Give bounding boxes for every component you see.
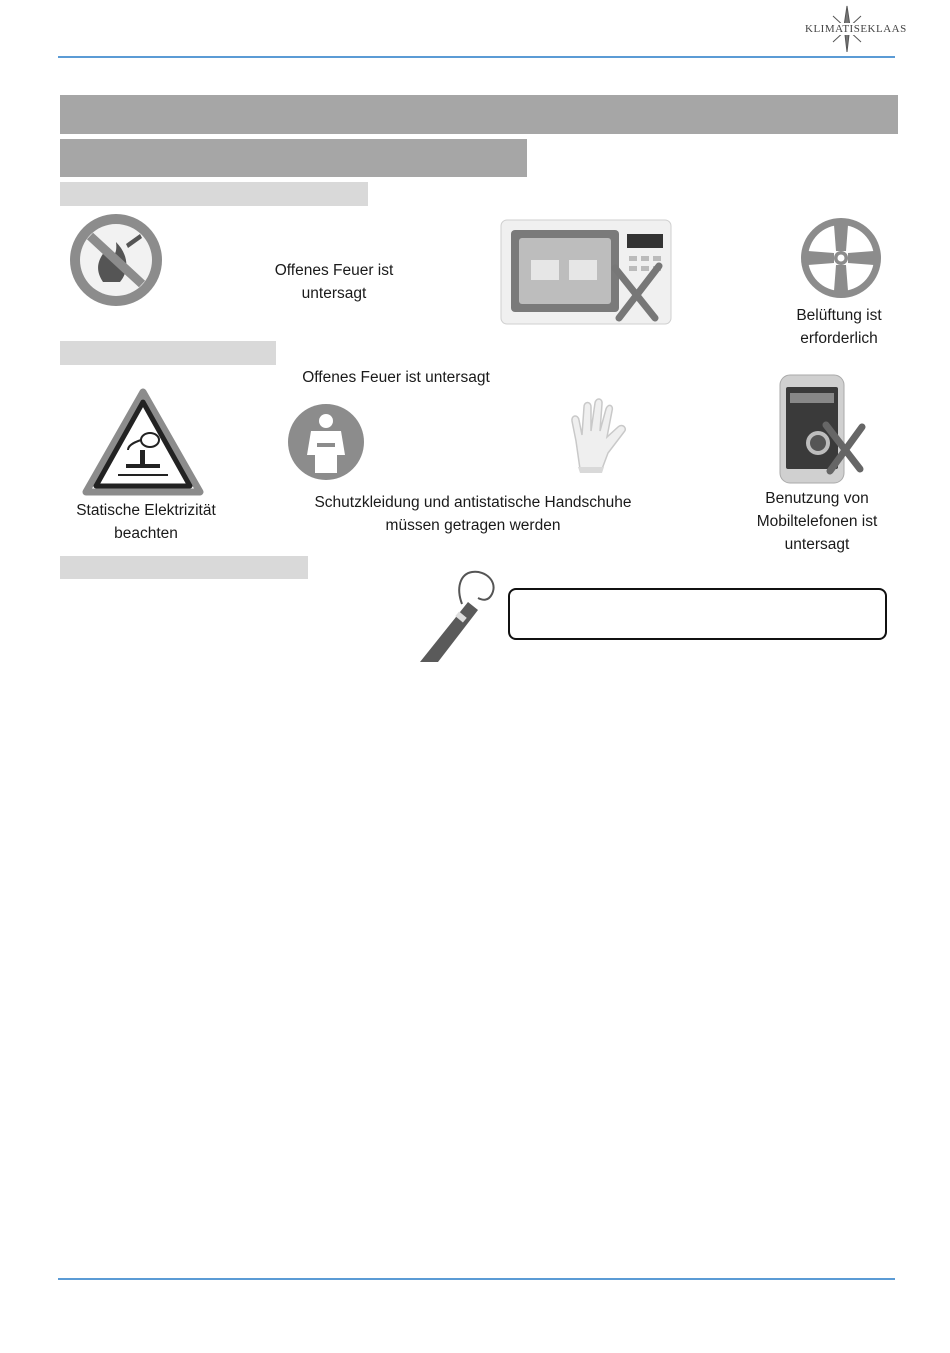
header-logo [800, 4, 907, 54]
caption-line: Benutzung von [765, 490, 869, 507]
caption-line: Statische Elektrizität [76, 502, 216, 519]
gloves-icon [566, 395, 638, 475]
caption-line: untersagt [301, 285, 367, 302]
header-rule [58, 56, 895, 58]
section-heading-bar [60, 95, 898, 134]
protective-clothing-icon [287, 403, 365, 481]
footer-rule [58, 1278, 895, 1280]
caption-line: Schutzkleidung und antistatische Handschuhe [314, 494, 632, 511]
callout-box [508, 588, 887, 640]
no-microwave-icon [499, 218, 673, 328]
logo-text: KLIMATISEKLAAS [805, 23, 907, 35]
static-electricity-warning-icon [82, 388, 204, 498]
caption-line: Belüftung ist [796, 307, 882, 324]
phone-caption [736, 487, 898, 556]
caption-line: untersagt [784, 536, 850, 553]
caption-line: erforderlich [800, 330, 878, 347]
static-caption [56, 499, 236, 545]
caption-line: Offenes Feuer ist [274, 262, 394, 279]
ventilation-fan-icon [798, 215, 884, 301]
no-open-fire-icon [68, 212, 164, 308]
caption-line: müssen getragen werden [385, 517, 561, 534]
subsection-bar [60, 182, 368, 206]
section-heading-bar [60, 139, 527, 177]
subsection-bar [60, 556, 308, 579]
subsection-bar [60, 341, 276, 365]
open-fire-caption-inline: Offenes Feuer ist untersagt [302, 369, 490, 386]
leak-detector-icon [416, 568, 502, 664]
protective-caption [290, 491, 656, 537]
no-mobile-phone-icon [778, 373, 866, 487]
caption-line: Mobiltelefonen ist [756, 513, 878, 530]
no-fire-caption [254, 259, 414, 305]
ventilation-caption [769, 304, 909, 350]
caption-line: beachten [114, 525, 178, 542]
